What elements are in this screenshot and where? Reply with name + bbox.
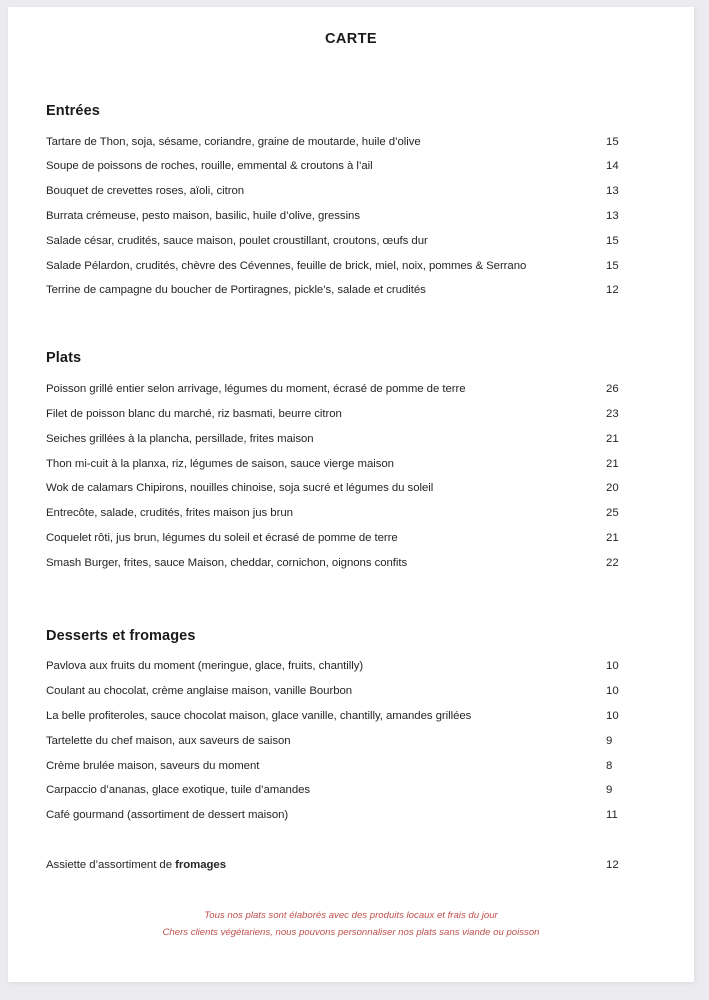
item-name: Poisson grillé entier selon arrivage, légumes du moment, écrasé de pomme de terre: [46, 383, 466, 396]
item-price: 21: [606, 432, 619, 445]
menu-item[interactable]: [46, 402, 660, 427]
item-price: 10: [606, 660, 619, 673]
item-price: 11: [606, 809, 618, 822]
item-price: 26: [606, 383, 619, 396]
menu-item-cheese-platter[interactable]: [46, 853, 660, 878]
item-name: Thon mi-cuit à la planxa, riz, légumes de saison, sauce vierge maison: [46, 457, 394, 470]
item-price: 21: [606, 531, 619, 544]
section-heading-plats: Plats: [46, 350, 82, 367]
menu-item[interactable]: [46, 704, 660, 729]
section-heading-entrees: Entrées: [46, 103, 100, 119]
item-price: 15: [606, 135, 619, 148]
item-price: 15: [606, 259, 619, 272]
item-price: 10: [606, 709, 619, 722]
item-price: 14: [606, 160, 619, 173]
menu-item[interactable]: [46, 279, 660, 304]
item-name-prefix: Assiette d’assortiment de: [46, 858, 176, 871]
item-name: Burrata crémeuse, pesto maison, basilic, huile d’olive, gressins: [46, 210, 360, 223]
menu-item[interactable]: [46, 501, 660, 526]
item-name: Entrecôte, salade, crudités, frites maison jus brun: [46, 507, 293, 520]
menu-item[interactable]: [46, 551, 660, 576]
item-name: [46, 860, 226, 871]
item-price: 21: [606, 457, 619, 470]
item-name: Wok de calamars Chipirons, nouilles chinoise, soja sucré et légumes du soleil: [46, 482, 434, 495]
item-name: Café gourmand (assortiment de dessert maison): [46, 809, 289, 822]
footer-note-vegetarian: Chers clients végétariens, nous pouvons personnaliser nos plats sans viande ou poisson: [162, 926, 540, 938]
item-price: 9: [606, 734, 613, 747]
item-name: Carpaccio d’ananas, glace exotique, tuile d’amandes: [46, 784, 311, 797]
menu-item[interactable]: [46, 452, 660, 477]
item-name: Tartelette du chef maison, aux saveurs de saison: [46, 734, 291, 747]
item-price: 20: [606, 482, 619, 495]
item-price: 25: [606, 507, 619, 520]
menu-item[interactable]: [46, 655, 660, 680]
item-name: Salade césar, crudités, sauce maison, poulet croustillant, croutons, œufs dur: [46, 234, 428, 247]
item-name: Terrine de campagne du boucher de Portiragnes, pickle’s, salade et crudités: [46, 284, 426, 297]
item-price: 8: [606, 759, 613, 772]
item-name: Coquelet rôti, jus brun, légumes du soleil et écrasé de pomme de terre: [46, 531, 398, 544]
item-price: 23: [606, 407, 619, 420]
item-price: 12: [606, 858, 619, 871]
item-list-desserts: [46, 655, 660, 878]
menu-item[interactable]: [46, 803, 660, 828]
item-name: Coulant au chocolat, crème anglaise maison, vanille Bourbon: [46, 685, 353, 698]
menu-sections: [8, 47, 694, 878]
menu-item[interactable]: [46, 254, 660, 279]
item-name: Soupe de poissons de roches, rouille, emmental & croutons à l’ail: [46, 160, 373, 173]
item-name: Salade Pélardon, crudités, chèvre des Cévennes, feuille de brick, miel, noix, pommes & Serrano: [46, 259, 527, 272]
item-name: Bouquet de crevettes roses, aïoli, citron: [46, 185, 245, 198]
item-price: 12: [606, 284, 619, 297]
menu-item[interactable]: [46, 204, 660, 229]
item-price: 22: [606, 556, 619, 569]
footer-notes: [8, 908, 694, 942]
menu-item[interactable]: [46, 377, 660, 402]
section-desserts-et-fromages: [46, 576, 660, 878]
item-price: 13: [606, 210, 619, 223]
menu-item[interactable]: [46, 526, 660, 551]
item-name: Tartare de Thon, soja, sésame, coriandre, graine de moutarde, huile d’olive: [46, 135, 421, 148]
page-title: CARTE: [325, 31, 377, 47]
menu-item[interactable]: [46, 427, 660, 452]
menu-item[interactable]: [46, 754, 660, 779]
item-name: Filet de poisson blanc du marché, riz basmati, beurre citron: [46, 407, 342, 420]
item-name: Crème brulée maison, saveurs du moment: [46, 759, 260, 772]
item-name: Seiches grillées à la plancha, persillade, frites maison: [46, 432, 314, 445]
menu-item[interactable]: [46, 477, 660, 502]
item-name: La belle profiteroles, sauce chocolat maison, glace vanille, chantilly, amandes grillées: [46, 709, 472, 722]
item-list-entrees: [46, 130, 660, 303]
section-plats: [46, 303, 660, 575]
menu-page: [8, 7, 694, 982]
menu-item[interactable]: [46, 155, 660, 180]
item-price: 10: [606, 685, 619, 698]
footer-note-local-products: Tous nos plats sont élaborés avec des produits locaux et frais du jour: [204, 910, 498, 921]
item-list-plats: [46, 377, 660, 575]
menu-item[interactable]: [46, 130, 660, 155]
item-price: 15: [606, 234, 619, 247]
item-price: 9: [606, 784, 613, 797]
menu-item[interactable]: [46, 680, 660, 705]
item-name-emphasis: fromages: [175, 858, 226, 871]
section-entrees: [46, 47, 660, 303]
menu-item[interactable]: [46, 229, 660, 254]
item-price: 13: [606, 185, 619, 198]
menu-item[interactable]: [46, 729, 660, 754]
item-name: Pavlova aux fruits du moment (meringue, glace, fruits, chantilly): [46, 660, 364, 673]
item-name: Smash Burger, frites, sauce Maison, cheddar, cornichon, oignons confits: [46, 556, 408, 569]
menu-item[interactable]: [46, 180, 660, 205]
menu-item[interactable]: [46, 779, 660, 804]
section-heading-desserts: Desserts et fromages: [46, 627, 196, 644]
